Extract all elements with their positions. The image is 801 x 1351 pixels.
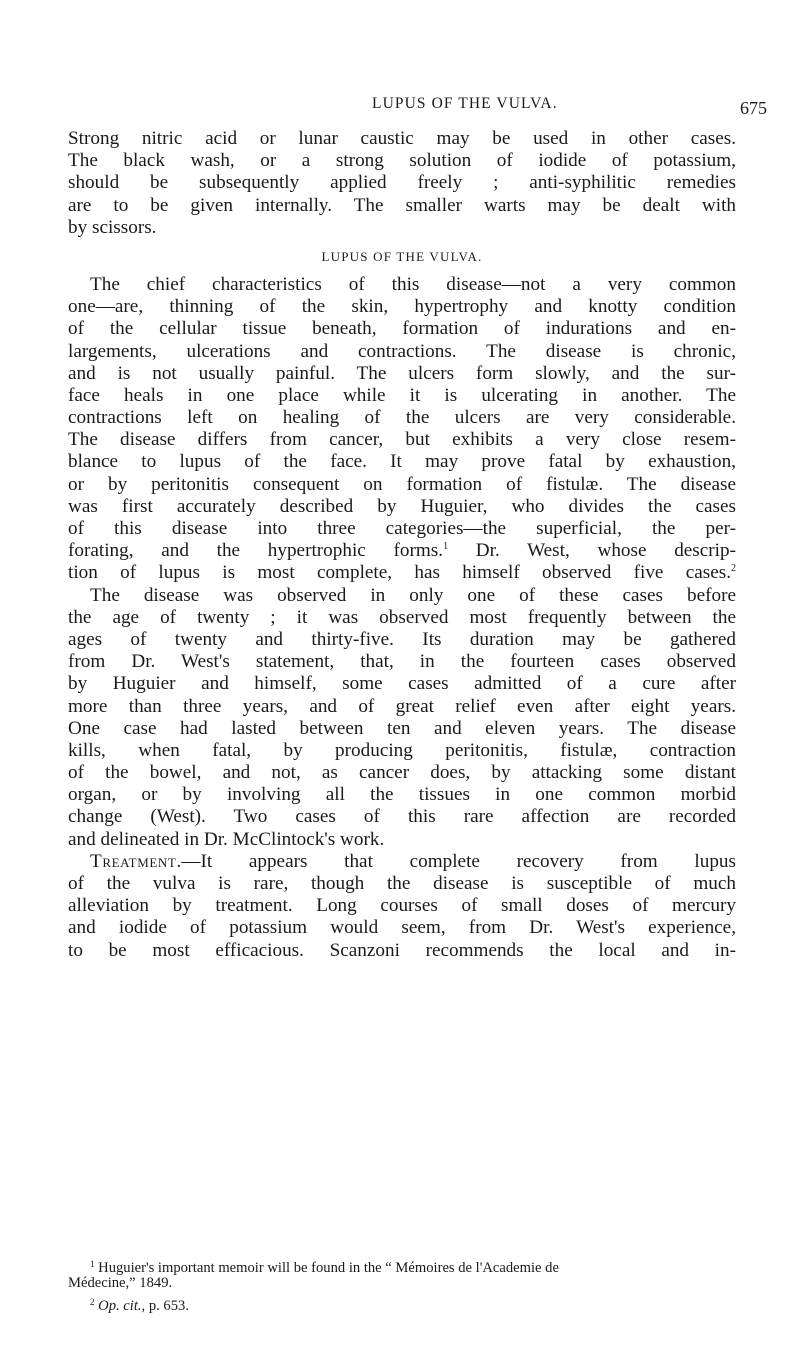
text-line: of the cellular tissue beneath, formation of indurations and en- (68, 318, 736, 340)
text-line: to be most efficacious. Scanzoni recommends the local and in- (68, 939, 736, 961)
text-line: by Huguier and himself, some cases admitted of a cure after (68, 673, 736, 695)
text-line: should be subsequently applied freely ; anti-syphilitic remedies (68, 172, 736, 194)
text-line: the age of twenty ; it was observed most frequently between the (68, 606, 736, 628)
page-number: 675 (740, 98, 767, 118)
text-line: and iodide of potassium would seem, from Dr. West's experience, (68, 917, 736, 939)
footnote-2 (68, 1293, 736, 1312)
footnote-text: Huguier's important memoir will be found in the “ Mémoires de l'Academie de (94, 1260, 559, 1276)
text-segment: forating, and the hypertrophic forms. (68, 540, 444, 562)
text-line: from Dr. West's statement, that, in the fourteen cases observed (68, 651, 736, 673)
footnote-citation: Op. cit. (98, 1298, 142, 1314)
text-line: ages of twenty and thirty-five. Its duration may be gathered (68, 628, 736, 650)
text-line: The chief characteristics of this disease—not a very common (90, 273, 736, 295)
text-line: The black wash, or a strong solution of iodide of potassium, (68, 150, 736, 172)
running-title: LUPUS OF THE VULVA. (372, 95, 558, 112)
text-line: The disease was observed in only one of these cases before (90, 584, 736, 606)
footnote-reference: 1 (443, 541, 449, 553)
text-line: of the vulva is rare, though the disease is susceptible of much (68, 873, 736, 894)
text-line (68, 562, 736, 584)
text-line: change (West). Two cases of this rare affection are recorded (68, 806, 736, 828)
text-line: by scissors. (68, 216, 157, 238)
text-segment: tion of lupus is most complete, has himself observed five cases. (68, 562, 731, 584)
footnote-marker: 2 (90, 1297, 95, 1307)
text-line: alleviation by treatment. Long courses of small doses of mercury (68, 895, 736, 917)
intro-paragraph (68, 128, 736, 239)
footnote-1-continuation: Médecine,” 1849. (68, 1275, 173, 1291)
footnote-reference: 2 (731, 563, 736, 575)
text-line: organ, or by involving all the tissues in one common morbid (68, 784, 736, 806)
text-line: was first accurately described by Huguier, who divides the cases (68, 495, 736, 517)
text-line: largements, ulcerations and contractions. The disease is chronic, (68, 340, 736, 362)
text-line: one—are, thinning of the skin, hypertrophy and knotty condition (68, 296, 736, 318)
section-heading: LUPUS OF THE VULVA. (321, 248, 483, 264)
text-line: of this disease into three categories—the superficial, the per- (68, 518, 736, 539)
text-line: and is not usually painful. The ulcers form slowly, and the sur- (68, 362, 736, 384)
run-in-heading: Treatment (90, 850, 177, 872)
footnote-1 (68, 1255, 736, 1274)
text-line: kills, when fatal, by producing peritonitis, fistulæ, contraction (68, 739, 736, 761)
paragraph-characteristics (68, 274, 736, 851)
text-segment: .—It appears that complete recovery from lupus (176, 850, 736, 872)
text-line: One case had lasted between ten and eleven years. The disease (68, 717, 736, 739)
footnotes (68, 1255, 736, 1312)
text-line: Strong nitric acid or lunar caustic may be used in other cases. (68, 128, 736, 149)
text-line: The disease differs from cancer, but exhibits a very close resem- (68, 429, 736, 451)
text-line: contractions left on healing of the ulcers are very considerable. (68, 407, 736, 429)
text-line: more than three years, and of great relief even after eight years. (68, 695, 736, 717)
text-line: face heals in one place while it is ulcerating in another. The (68, 384, 736, 406)
text-line: of the bowel, and not, as cancer does, by attacking some distant (68, 762, 736, 784)
footnote-marker: 1 (90, 1259, 95, 1269)
body-text (68, 128, 736, 962)
text-line: blance to lupus of the face. It may prove fatal by exhaustion, (68, 451, 736, 473)
text-segment: Dr. West, whose descrip- (448, 540, 736, 562)
running-header (0, 95, 801, 119)
text-line: and delineated in Dr. McClintock's work. (68, 828, 385, 850)
text-line: are to be given internally. The smaller warts may be dealt with (68, 194, 736, 216)
text-line (68, 540, 736, 562)
text-line (68, 851, 736, 873)
footnote-text: , p. 653. (141, 1298, 189, 1314)
paragraph-treatment (68, 851, 736, 962)
text-line: or by peritonitis consequent on formation of fistulæ. The disease (68, 473, 736, 495)
